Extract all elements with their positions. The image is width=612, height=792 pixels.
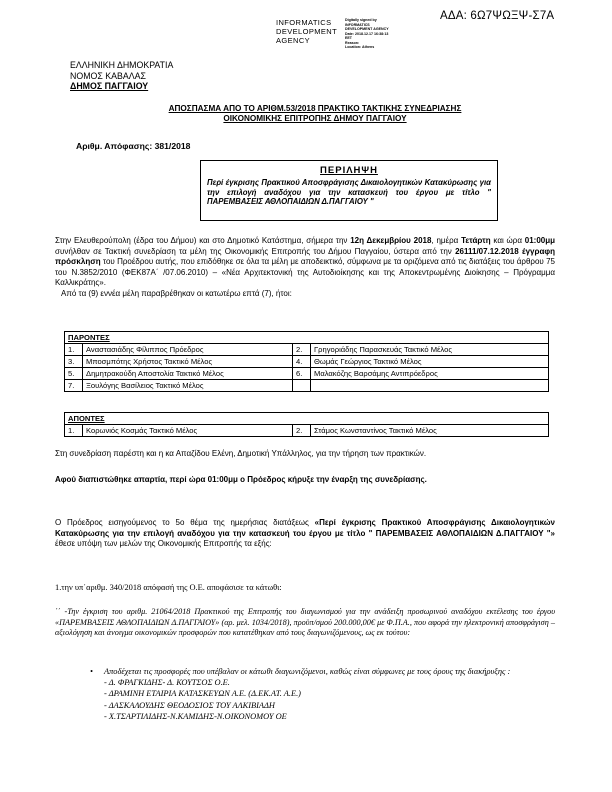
bidders-list [90,666,550,722]
present-table [64,331,549,392]
decision-number [76,141,190,151]
sig-line: INFORMATICS [345,22,370,27]
document-title-line-2: ΟΙΚΟΝΟΜΙΚΗΣ ΕΠΙΤΡΟΠΗΣ ΔΗΜΟΥ ΠΑΓΓΑΙΟΥ [223,114,407,123]
table-cell: 1. [65,344,83,356]
document-header [70,60,173,92]
sig-line: DEVELOPMENT AGENCY [345,27,389,31]
intro-text: , ημέρα [431,236,462,245]
prior-decision-paragraph: 1.την υπ΄αριθμ. 340/2018 απόφασή της Ο.Ε. αποφάσισε τα κάτωθι: [55,583,282,592]
table-cell: 5. [65,368,83,380]
list-item: - Δ. ΦΡΑΓΚΙΔΗΣ- Δ. ΚΟΥΤΣΟΣ Ο.Ε. [104,678,230,688]
logo-line-3: AGENCY [276,36,311,45]
list-item: - ΔΑΣΚΑΛΟΥΔΗΣ ΘΕΟΔΟΣΙΟΣ ΤΟΥ ΑΛΚΙΒΙΑΔΗ [104,700,275,710]
table-row [65,356,549,368]
header-republic: ΕΛΛΗΝΙΚΗ ΔΗΜΟΚΡΑΤΙΑ [70,60,174,70]
table-cell [311,380,549,392]
meeting-date: 12η Δεκεμβρίου 2018 [350,236,432,245]
list-item: - ΔΡΑΜΙΝΗ ΕΤΑΙΡΙΑ ΚΑΤΑΣΚΕΥΩΝ Α.Ε. (Δ.ΕΚ.ΑΤ. Α.Ε.) [104,689,301,699]
sig-line: Reason: [345,40,360,45]
table-cell: 7. [65,380,83,392]
table-cell: 2. [293,344,311,356]
logo-text [276,18,337,45]
attendance-note: Από τα (9) εννέα μέλη παραβρέθηκαν οι κατωτέρω επτά (7), ήτοι: [61,288,292,298]
table-row [65,344,549,356]
meeting-time: 01:00μμ [524,236,556,245]
table-cell: Μαλακόζης Βαρσάμης Αντιπρόεδρος [311,368,549,380]
present-heading: ΠΑΡΟΝΤΕΣ [65,332,549,344]
table-cell: 1. [65,425,83,437]
digital-signature-text [345,18,389,50]
table-cell: 3. [65,356,83,368]
sig-line: EET [345,36,352,40]
list-item-text: Αποδέχεται τις προσφορές που υπέβαλαν οι κάτωθι διαγωνιζόμενοι, καθώς είναι σύμφωνες με τους όρους της διακήρυξης : [104,667,511,676]
decision-value: 381/2018 [154,141,191,151]
table-cell: Κορωνιός Κοσμάς Τακτικό Μέλος [83,425,293,437]
summary-box [200,160,498,221]
logo-line-1: INFORMATICS [276,18,332,27]
list-item: - Χ.ΤΣΑΡΤΙΛΙΔΗΣ-Ν.ΚΑΜΙΔΗΣ-Ν.ΟΙΚΟΝΟΜΟΥ ΟΕ [104,711,287,721]
agenda-subject: «Περί έγκρισης Πρακτικού Αποσφράγισης Δικαιολογητικών Κατακύρωσης για την επιλογή αναδόχου για την κατασκευή του έργου με τίτλο " ΠΑΡΕΜΒΑΣΕΙΣ ΑΘΛΟΠΑΙΔΙΩΝ Δ.ΠΑΓΓΑΙΟΥ "» [55,518,555,538]
approval-paragraph: ΄΄ -Την έγκριση του αριθμ. 21064/2018 Πρακτικού της Επιτροπής του διαγωνισμού για την ανάδειξη προσωρινού αναδόχου εκτέλεσης του έργου «ΠΑΡΕΜΒΑΣΕΙΣ ΑΘΛΟΠΑΙΔΙΩΝ Δ.ΠΑΓΓΑΙΟΥ» (αρ. μελ. 1034/2018), προϋπ/σμού 200.000,00€ με Φ.Π.Α., που αφορά την ηλεκτρονική αποσφράγιση – αξιολόγηση και άνοιγμα οικονομικών προσφορών που κατατέθηκαν από τους διαγωνιζόμενους, ως εκ τούτου: [55,607,555,637]
absent-heading: ΑΠΟΝΤΕΣ [65,413,549,425]
agenda-text: Ο Πρόεδρος εισηγούμενος το 5ο θέμα της ημερήσιας διατάξεως [55,518,315,527]
table-cell: Ξουλόγης Βασίλειος Τακτικό Μέλος [83,380,293,392]
table-cell: Γρηγοριάδης Παρασκευάς Τακτικό Μέλος [311,344,549,356]
summary-heading: ΠΕΡΙΛΗΨΗ [320,165,378,176]
sig-line: Digitally signed by [345,18,377,22]
table-row [65,380,549,392]
sig-line: Date: 2018.12.17 16:38:13 [345,31,389,36]
table-cell: 4. [293,356,311,368]
header-prefecture: ΝΟΜΟΣ ΚΑΒΑΛΑΣ [70,70,146,81]
table-cell: 6. [293,368,311,380]
table-row [65,425,549,437]
table-cell: Στάμος Κωνσταντίνος Τακτικό Μέλος [311,425,549,437]
intro-text: και ώρα [490,236,525,245]
table-cell [293,380,311,392]
intro-paragraph [55,236,555,299]
quorum-paragraph: Αφού διαπιστώθηκε απαρτία, περί ώρα 01:00μμ ο Πρόεδρος κήρυξε την έναρξη της συνεδρίασης. [55,475,427,484]
table-cell: 2. [293,425,311,437]
signature-logo [276,18,416,54]
sig-line: Location: Athens [345,45,375,49]
secretary-paragraph: Στη συνεδρίαση παρέστη και η κα Απαζίδου Ελένη, Δημοτική Υπάλληλος, για την τήρηση των πρακτικών. [55,449,427,458]
absent-table [64,412,549,437]
document-title-line-1: ΑΠΟΣΠΑΣΜΑ ΑΠΟ ΤΟ ΑΡΙΘΜ.53/2018 ΠΡΑΚΤΙΚΟ ΤΑΚΤΙΚΗΣ ΣΥΝΕΔΡΙΑΣΗΣ [168,104,462,113]
meeting-day: Τετάρτη [461,236,491,245]
table-cell: Μποσμπότης Χρήστος Τακτικό Μέλος [83,356,293,368]
list-item [90,666,550,677]
intro-text: Στην Ελευθερούπολη (έδρα του Δήμου) και στο Δημοτικό Κατάστημα, σήμερα την [55,236,351,245]
intro-text: του Προέδρου αυτής, που επιδόθηκε σε όλα τα μέλη με αποδεικτικό, σύμφωνα με τα οριζόμενα από τις διατάξεις του άρθρου 75 του Ν.3852/2010 (ΦΕΚ87Α΄ /07.06.2010) – «Νέα Αρχιτεκτονική της Αυτοδιοίκησης και της Αποκεντρωμένης Διοίκησης – Πρόγραμμα Καλλικράτης». [55,257,555,287]
ada-code: ΑΔΑ: 6Ω7ΨΩΞΨ-Σ7Α [440,10,555,22]
agenda-text: έθεσε υπόψη των μελών της Οικονομικής Επιτροπής τα εξής: [55,539,272,548]
agenda-paragraph [55,518,555,550]
invitation-ref: 26111/07.12.2018 έγγραφη πρόσκληση [55,246,555,266]
table-row [65,368,549,380]
decision-label: Αριθμ. Απόφασης: [76,141,153,151]
summary-text: Περί έγκρισης Πρακτικού Αποσφράγισης Δικαιολογητικών Κατακύρωσης για την επιλογή αναδόχου για την κατασκευή του έργου με τίτλο " ΠΑΡΕΜΒΑΣΕΙΣ ΑΘΛΟΠΑΙΔΙΩΝ Δ.ΠΑΓΓΑΙΟΥ " [207,178,491,206]
table-cell: Δημητρακούδη Αποστολία Τακτικό Μέλος [83,368,293,380]
header-municipality: ΔΗΜΟΣ ΠΑΓΓΑΙΟΥ [70,81,149,91]
table-cell: Αναστασιάδης Φίλιππος Πρόεδρος [83,344,293,356]
bullet-icon: • [90,667,93,676]
table-cell: Θωμάς Γεώργιος Τακτικό Μέλος [311,356,549,368]
logo-line-2: DEVELOPMENT [276,27,338,36]
intro-text: συνήλθαν σε Τακτική συνεδρίαση τα μέλη της Οικονομικής Επιτροπής του Δήμου Παγγαίου, ύστερα από την [55,246,456,256]
